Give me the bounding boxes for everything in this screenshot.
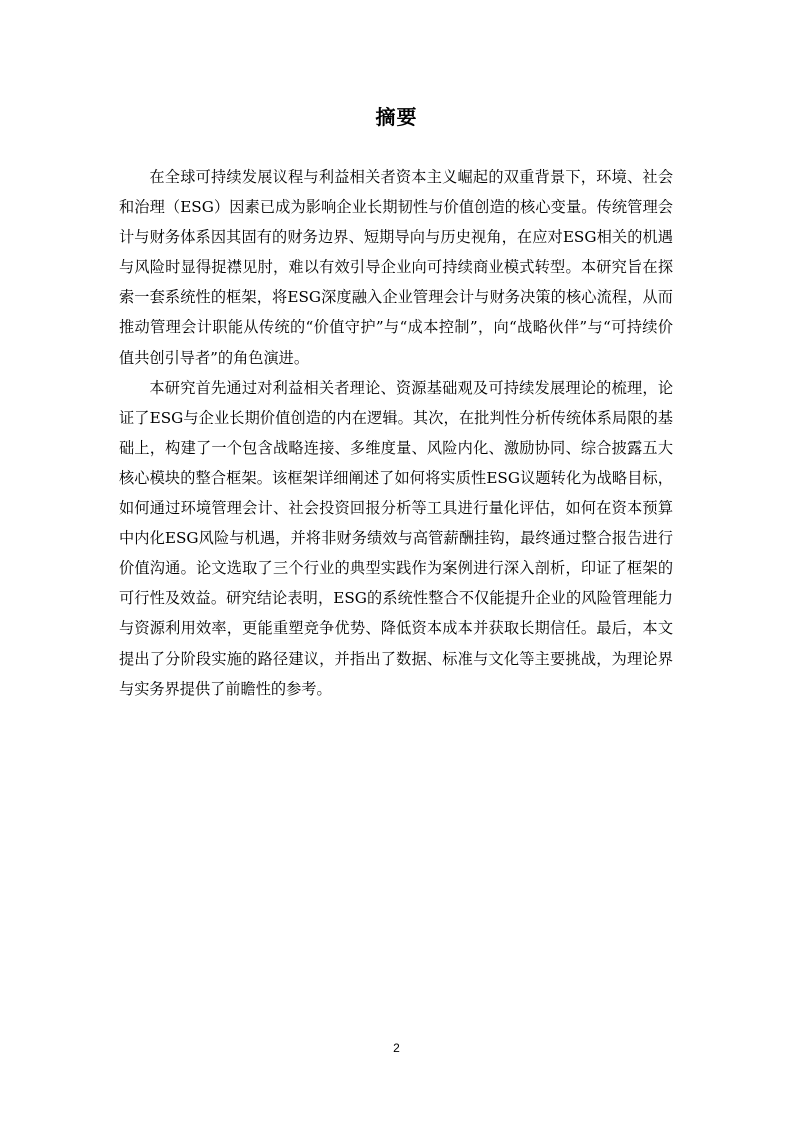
page-number: 2 (393, 1041, 400, 1055)
abstract-body (119, 162, 673, 704)
page-title: 摘要 (375, 105, 418, 129)
abstract-paragraph-2: 本研究首先通过对利益相关者理论、资源基础观及可持续发展理论的梳理，论证了ESG与企业长期价值创造的内在逻辑。其次，在批判性分析传统体系局限的基础上，构建了一个包含战略连接、多维度量、风险内化、激励协同、综合披露五大核心模块的整合框架。该框架详细阐述了如何将实质性ESG议题转化为战略目标，如何通过环境管理会计、社会投资回报分析等工具进行量化评估，如何在资本预算中内化ESG风险与机遇，并将非财务绩效与高管薪酬挂钩，最终通过整合报告进行价值沟通。论文选取了三个行业的典型实践作为案例进行深入剖析，印证了框架的可行性及效益。研究结论表明，ESG的系统性整合不仅能提升企业的风险管理能力与资源利用效率，更能重塑竞争优势、降低资本成本并获取长期信任。最后，本文提出了分阶段实施的路径建议，并指出了数据、标准与文化等主要挑战，为理论界与实务界提供了前瞻性的参考。 (119, 378, 673, 698)
abstract-paragraph-1: 在全球可持续发展议程与利益相关者资本主义崛起的双重背景下，环境、社会和治理（ESG）因素已成为影响企业长期韧性与价值创造的核心变量。传统管理会计与财务体系因其固有的财务边界、短期导向与历史视角，在应对ESG相关的机遇与风险时显得捉襟见肘，难以有效引导企业向可持续商业模式转型。本研究旨在探索一套系统性的框架，将ESG深度融入企业管理会计与财务决策的核心流程，从而推动管理会计职能从传统的“价值守护”与“成本控制”，向“战略伙伴”与“可持续价值共创引导者”的角色演进。 (119, 168, 673, 367)
